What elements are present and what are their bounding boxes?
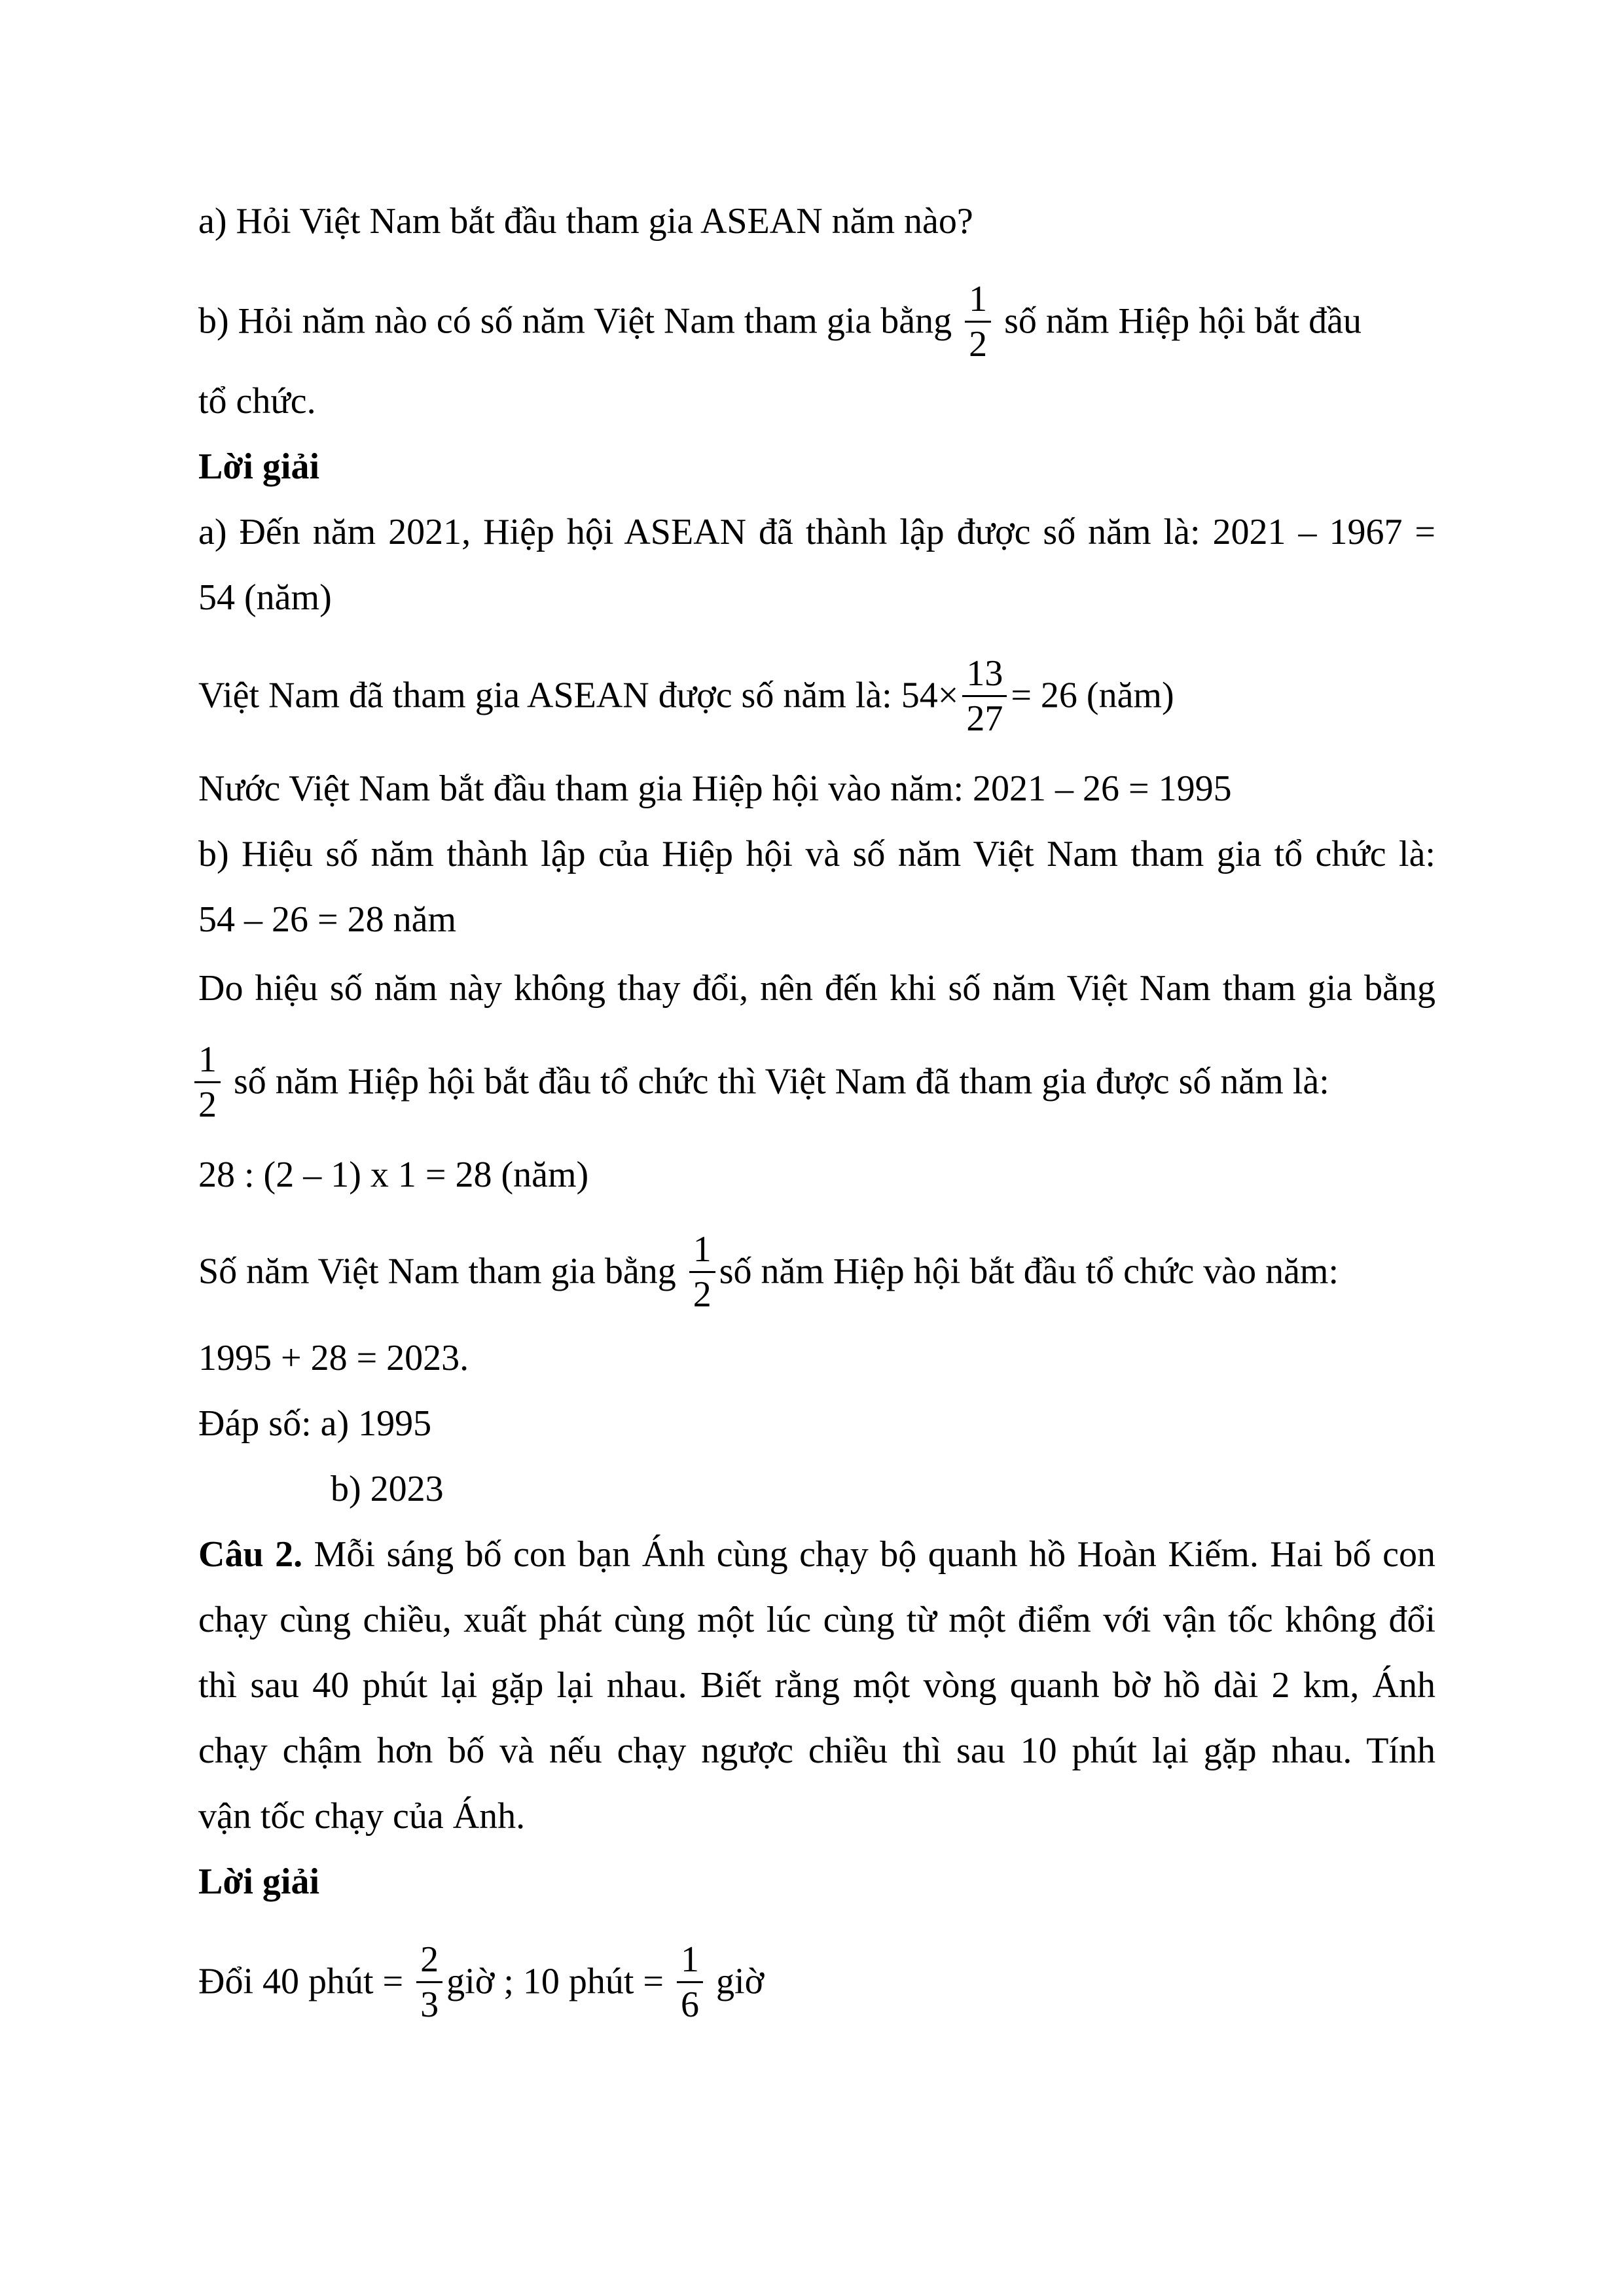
text: giờ ; 10 phút =	[446, 1961, 664, 2002]
text: số năm Hiệp hội bắt đầu	[1004, 300, 1362, 342]
fraction-one-half	[194, 1038, 221, 1126]
denominator: 27	[966, 698, 1003, 739]
question-2-line4: chạy chậm hơn bố và nếu chạy ngược chiều thì sau 10 phút lại gặp nhau. Tính	[198, 1731, 1435, 1771]
denominator: 3	[420, 1984, 439, 2025]
answer-b: b) 2023	[331, 1469, 444, 1509]
text: = 26	[1011, 675, 1077, 716]
question-2-line5: vận tốc chạy của Ánh.	[198, 1796, 526, 1837]
fraction-1-6	[677, 1938, 703, 2026]
question-1b	[198, 280, 1435, 368]
question-2-line2: chạy cùng chiều, xuất phát cùng một lúc cùng từ một điểm với vận tốc không đổi	[198, 1600, 1435, 1640]
question-1b-cont: tổ chức.	[198, 381, 316, 422]
text: Việt Nam đã tham gia ASEAN được số năm là: 54×	[198, 675, 959, 716]
answer-a: Đáp số: a) 1995	[198, 1403, 432, 1444]
solution-heading-1: Lời giải	[198, 446, 320, 487]
question-2-line1	[198, 1532, 1435, 1577]
solution-a-line4: Nước Việt Nam bắt đầu tham gia Hiệp hội vào năm: 2021 – 26 = 1995	[198, 768, 1232, 809]
fraction-one-half	[965, 278, 991, 366]
solution-a-line2: 54 (năm)	[198, 577, 332, 618]
denominator: 2	[693, 1274, 712, 1315]
solution-b-line4	[194, 1041, 1432, 1129]
text: b) Hỏi năm nào có số năm Việt Nam tham gia bằng	[198, 300, 952, 342]
numerator: 1	[194, 1038, 221, 1083]
question-1a: a) Hỏi Việt Nam bắt đầu tham gia ASEAN năm nào?	[198, 201, 973, 242]
solution-a-line3	[198, 655, 1435, 743]
question-2-label: Câu 2.	[198, 1534, 303, 1575]
fraction-one-half	[689, 1228, 715, 1316]
solution-b-line1: b) Hiệu số năm thành lập của Hiệp hội và số năm Việt Nam tham gia tổ chức là:	[198, 834, 1435, 874]
text: số năm Hiệp hội bắt đầu tổ chức vào năm:	[719, 1251, 1339, 1292]
numerator: 13	[962, 652, 1007, 697]
solution-heading-2: Lời giải	[198, 1861, 320, 1902]
fraction-2-3	[416, 1938, 442, 2026]
question-2-line3: thì sau 40 phút lại gặp lại nhau. Biết rằng một vòng quanh bờ hồ dài 2 km, Ánh	[198, 1665, 1435, 1706]
solution-b-line6	[198, 1230, 1435, 1319]
text: Đổi 40 phút =	[198, 1961, 404, 2002]
numerator: 1	[689, 1228, 715, 1273]
solution-b-line2: 54 – 26 = 28 năm	[198, 899, 456, 940]
text: Mỗi sáng bố con bạn Ánh cùng chạy bộ quanh hồ Hoàn Kiếm. Hai bố con	[314, 1534, 1436, 1575]
text: Số năm Việt Nam tham gia bằng	[198, 1251, 676, 1292]
solution-b-line7: 1995 + 28 = 2023.	[198, 1338, 469, 1378]
solution-b-line3: Do hiệu số năm này không thay đổi, nên đến khi số năm Việt Nam tham gia bằng	[198, 968, 1435, 1009]
solution-a-line1: a) Đến năm 2021, Hiệp hội ASEAN đã thành lập được số năm là: 2021 – 1967 =	[198, 512, 1435, 552]
denominator: 2	[198, 1085, 217, 1125]
denominator: 2	[969, 324, 988, 365]
solution-2-line1	[198, 1941, 1435, 2029]
text: giờ	[716, 1961, 765, 2002]
text: số năm Hiệp hội bắt đầu tổ chức thì Việt Nam đã tham gia được số năm là:	[234, 1061, 1329, 1102]
numerator: 2	[416, 1938, 442, 1983]
text: (năm)	[1086, 675, 1174, 716]
solution-b-line5: 28 : (2 – 1) x 1 = 28 (năm)	[198, 1155, 589, 1195]
numerator: 1	[677, 1938, 703, 1983]
fraction-13-27	[962, 652, 1007, 740]
denominator: 6	[681, 1984, 700, 2025]
numerator: 1	[965, 278, 991, 323]
